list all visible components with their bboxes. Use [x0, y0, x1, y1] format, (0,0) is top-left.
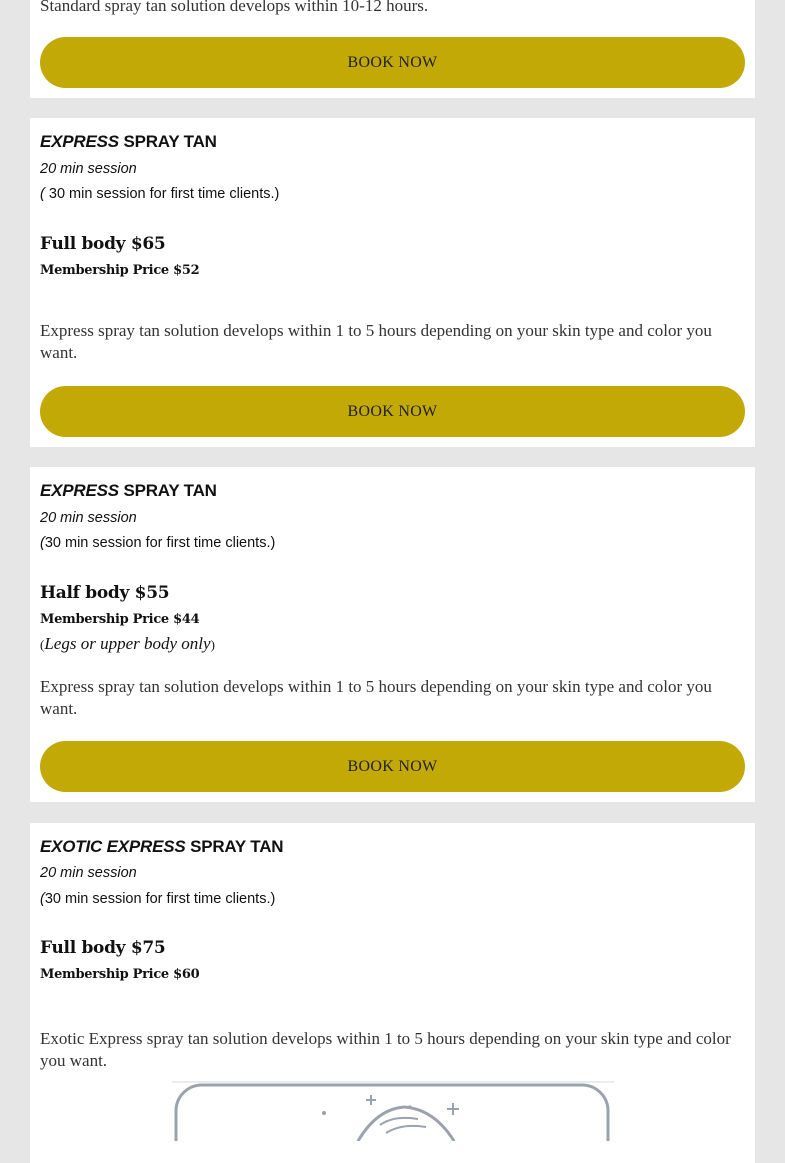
price-label: Half body $55 — [40, 583, 170, 603]
first-time-note-paren: ( — [40, 535, 45, 551]
membership-price: Membership Price $44 — [40, 612, 200, 627]
session-length: 20 min session — [40, 510, 137, 526]
service-card-express-full — [30, 118, 755, 447]
first-time-note-paren: ( — [40, 891, 45, 907]
book-now-button[interactable]: BOOK NOW — [40, 741, 745, 792]
service-description: Standard spray tan solution develops within 10-12 hours. — [40, 0, 429, 15]
first-time-note — [40, 891, 275, 907]
membership-price: Membership Price $60 — [40, 967, 200, 982]
body-area-open-paren: ( — [40, 637, 45, 652]
service-card-standard — [30, 0, 755, 98]
service-title-emphasis: EXPRESS — [40, 132, 119, 151]
session-length: 20 min session — [40, 865, 137, 881]
service-title — [40, 132, 217, 152]
membership-price: Membership Price $52 — [40, 263, 200, 278]
session-length: 20 min session — [40, 161, 137, 177]
body-area-close-paren: ) — [210, 637, 215, 652]
first-time-note-text: 30 min session for first time clients.) — [44, 535, 276, 551]
service-title-emphasis: EXPRESS — [40, 481, 119, 500]
first-time-note — [40, 186, 279, 202]
price-label: Full body $75 — [40, 938, 166, 958]
price-label: Full body $65 — [40, 234, 166, 254]
book-now-button[interactable]: BOOK NOW — [40, 37, 745, 88]
service-title-rest: SPRAY TAN — [123, 132, 217, 151]
spray-tan-illustration-icon — [172, 1081, 614, 1141]
service-title-rest: SPRAY TAN — [190, 837, 284, 856]
body-area-text: Legs or upper body only — [44, 634, 211, 653]
service-title — [40, 481, 217, 501]
service-title-emphasis: EXOTIC EXPRESS — [40, 837, 186, 856]
service-card-express-half — [30, 467, 755, 802]
first-time-note-text: 30 min session for first time clients.) — [48, 186, 280, 202]
service-title-rest: SPRAY TAN — [123, 481, 217, 500]
book-now-button[interactable]: BOOK NOW — [40, 386, 745, 437]
service-description: Exotic Express spray tan solution develops within 1 to 5 hours depending on your skin type and color you want. — [40, 1029, 731, 1070]
first-time-note-text: 30 min session for first time clients.) — [44, 891, 276, 907]
service-description: Express spray tan solution develops within 1 to 5 hours depending on your skin type and color you want. — [40, 677, 712, 718]
service-card-exotic-express — [30, 823, 755, 1163]
first-time-note — [40, 535, 275, 551]
body-area-note — [40, 634, 215, 654]
service-description: Express spray tan solution develops within 1 to 5 hours depending on your skin type and color you want. — [40, 321, 712, 362]
service-title — [40, 837, 283, 857]
first-time-note-paren: ( — [40, 186, 45, 202]
